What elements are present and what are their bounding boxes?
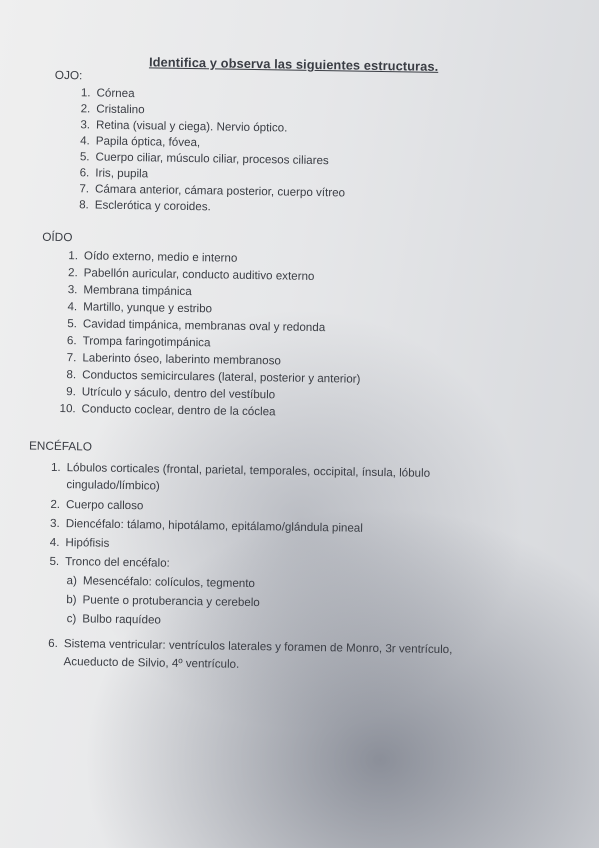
list-item: 5. Tronco del encéfalo: <box>49 554 170 570</box>
list-item: 2. Pabellón auricular, conducto auditivo externo <box>67 266 315 283</box>
sub-list-item: b) Puente o protuberancia y cerebelo <box>66 593 260 610</box>
sub-list-item: a) Mesencéfalo: colículos, tegmento <box>66 574 256 591</box>
section-label-ojo: OJO: <box>54 67 83 83</box>
list-item: 7. Cámara anterior, cámara posterior, cuerpo vítreo <box>79 182 346 200</box>
list-item: 2. Cristalino <box>80 102 145 117</box>
list-item: 5. Cavidad timpánica, membranas oval y redonda <box>67 317 326 335</box>
list-item: 5. Cuerpo ciliar, músculo ciliar, procesos ciliares <box>79 150 329 168</box>
list-item: 9. Utrículo y sáculo, dentro del vestíbulo <box>66 385 276 402</box>
list-item-continuation: Acueducto de Silvio, 4º ventrículo. <box>63 655 240 671</box>
list-item: 4. Papila óptica, fóvea, <box>80 134 201 150</box>
list-item: 1. Lóbulos corticales (frontal, parietal, temporales, occipital, ínsula, lóbulo <box>50 460 431 480</box>
list-item: 8. Esclerótica y coroides. <box>79 198 211 214</box>
list-item: 1. Córnea <box>80 86 135 101</box>
list-item: 3. Diencéfalo: tálamo, hipotálamo, epitálamo/glándula pineal <box>50 516 363 535</box>
list-item: 6. Iris, pupila <box>79 166 149 181</box>
list-item: 6. Sistema ventricular: ventrículos laterales y foramen de Monro, 3r ventrículo, <box>48 636 453 657</box>
sub-list-item: c) Bulbo raquídeo <box>66 612 162 627</box>
list-item: 6. Trompa faringotimpánica <box>66 334 211 350</box>
section-label-encefalo: ENCÉFALO <box>28 438 93 454</box>
list-item: 8. Conductos semicirculares (lateral, posterior y anterior) <box>66 368 361 386</box>
list-item: 4. Martillo, yunque y estribo <box>67 300 213 316</box>
list-item: 4. Hipófisis <box>49 535 110 550</box>
list-item: 3. Retina (visual y ciega). Nervio óptico. <box>80 118 288 135</box>
list-item: 10. Conducto coclear, dentro de la cóclea <box>59 401 276 419</box>
list-item: 2. Cuerpo calloso <box>50 497 144 513</box>
worksheet-title: Identifica y observa las siguientes estructuras. <box>148 54 439 74</box>
list-item: 3. Membrana timpánica <box>67 283 192 299</box>
section-label-oido: OÍDO <box>42 229 73 245</box>
list-item-continuation: cingulado/límbico) <box>66 478 160 493</box>
list-item: 1. Oído externo, medio e interno <box>68 249 238 265</box>
list-item: 7. Laberinto óseo, laberinto membranoso <box>66 351 281 368</box>
